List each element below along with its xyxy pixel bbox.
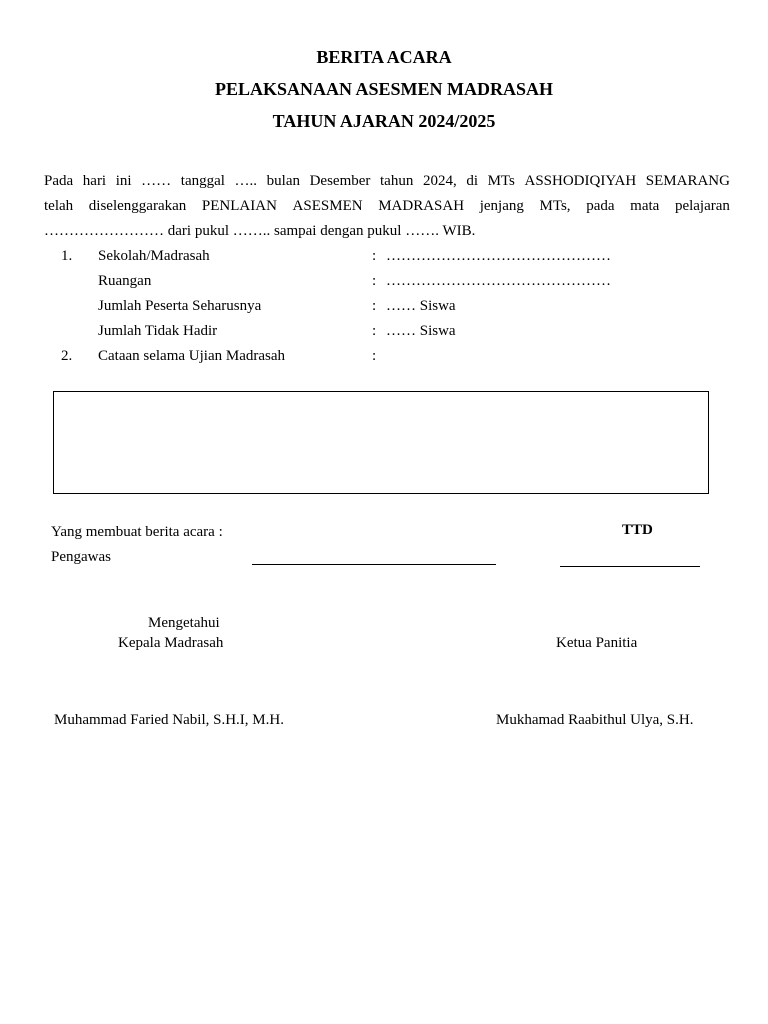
report-maker-label: Yang membuat berita acara : bbox=[51, 524, 223, 540]
school-label: Sekolah/Madrasah bbox=[98, 248, 210, 264]
item-number: 1. bbox=[61, 248, 73, 264]
intro-word: di bbox=[466, 173, 478, 189]
academic-year-title: TAHUN AJARAN 2024/2025 bbox=[272, 111, 496, 131]
supervisor-name-line bbox=[252, 564, 496, 565]
item-number: 2. bbox=[61, 348, 73, 364]
intro-word: Pada bbox=[44, 173, 74, 189]
intro-word: diselenggarakan bbox=[88, 198, 187, 214]
intro-word: telah bbox=[44, 198, 74, 214]
detail-row-absent bbox=[0, 319, 768, 344]
intro-word: ASESMEN bbox=[292, 198, 363, 214]
room-label: Ruangan bbox=[98, 273, 152, 289]
notes-box[interactable] bbox=[53, 391, 709, 494]
colon: : bbox=[372, 323, 377, 339]
intro-word: ASSHODIQIYAH bbox=[524, 173, 637, 189]
colon: : bbox=[372, 248, 377, 264]
principal-title: Kepala Madrasah bbox=[118, 635, 224, 651]
intro-word: SEMARANG bbox=[645, 173, 730, 189]
colon: : bbox=[372, 348, 377, 364]
school-value: ……………………………………… bbox=[386, 248, 611, 264]
detail-row-room bbox=[0, 269, 768, 294]
intro-paragraph bbox=[44, 169, 730, 244]
room-value: ……………………………………… bbox=[386, 273, 611, 289]
acknowledge-label: Mengetahui bbox=[148, 615, 220, 631]
colon: : bbox=[372, 298, 377, 314]
document-title: BERITA ACARA bbox=[316, 47, 452, 67]
intro-word: PENLAIAN bbox=[201, 198, 277, 214]
intro-word: pada bbox=[586, 198, 615, 214]
intro-word: tanggal bbox=[180, 173, 225, 189]
intro-word: hari bbox=[82, 173, 107, 189]
supervisor-label: Pengawas bbox=[51, 549, 111, 565]
intro-line-1 bbox=[44, 169, 730, 194]
intro-word: ….. bbox=[234, 173, 258, 189]
intro-word: MADRASAH bbox=[378, 198, 465, 214]
intro-word: ini bbox=[115, 173, 132, 189]
principal-name: Muhammad Faried Nabil, S.H.I, M.H. bbox=[54, 712, 284, 728]
expected-participants-value: …… Siswa bbox=[386, 298, 456, 314]
intro-line-2 bbox=[44, 194, 730, 219]
intro-word: MTs, bbox=[539, 198, 571, 214]
detail-row-school bbox=[0, 244, 768, 269]
absent-count-label: Jumlah Tidak Hadir bbox=[98, 323, 218, 339]
detail-row-expected bbox=[0, 294, 768, 319]
notes-label: Cataan selama Ujian Madrasah bbox=[98, 348, 286, 364]
intro-line-3: …………………… dari pukul …….. sampai dengan pukul ……. WIB. bbox=[44, 223, 476, 239]
detail-row-notes bbox=[0, 344, 768, 369]
intro-word: jenjang bbox=[479, 198, 524, 214]
committee-chair-name: Mukhamad Raabithul Ulya, S.H. bbox=[496, 712, 694, 728]
intro-word: Desember bbox=[309, 173, 371, 189]
ttd-label: TTD bbox=[622, 522, 653, 538]
intro-word: 2024, bbox=[422, 173, 457, 189]
intro-word: tahun bbox=[380, 173, 414, 189]
document-subtitle: PELAKSANAAN ASESMEN MADRASAH bbox=[214, 79, 554, 99]
committee-title: Ketua Panitia bbox=[556, 635, 638, 651]
signature-line bbox=[560, 566, 700, 567]
expected-participants-label: Jumlah Peserta Seharusnya bbox=[98, 298, 262, 314]
colon: : bbox=[372, 273, 377, 289]
intro-word: MTs bbox=[487, 173, 515, 189]
intro-word: mata bbox=[630, 198, 660, 214]
intro-word: …… bbox=[141, 173, 172, 189]
absent-count-value: …… Siswa bbox=[386, 323, 456, 339]
intro-word: pelajaran bbox=[674, 198, 730, 214]
intro-word: bulan bbox=[266, 173, 300, 189]
